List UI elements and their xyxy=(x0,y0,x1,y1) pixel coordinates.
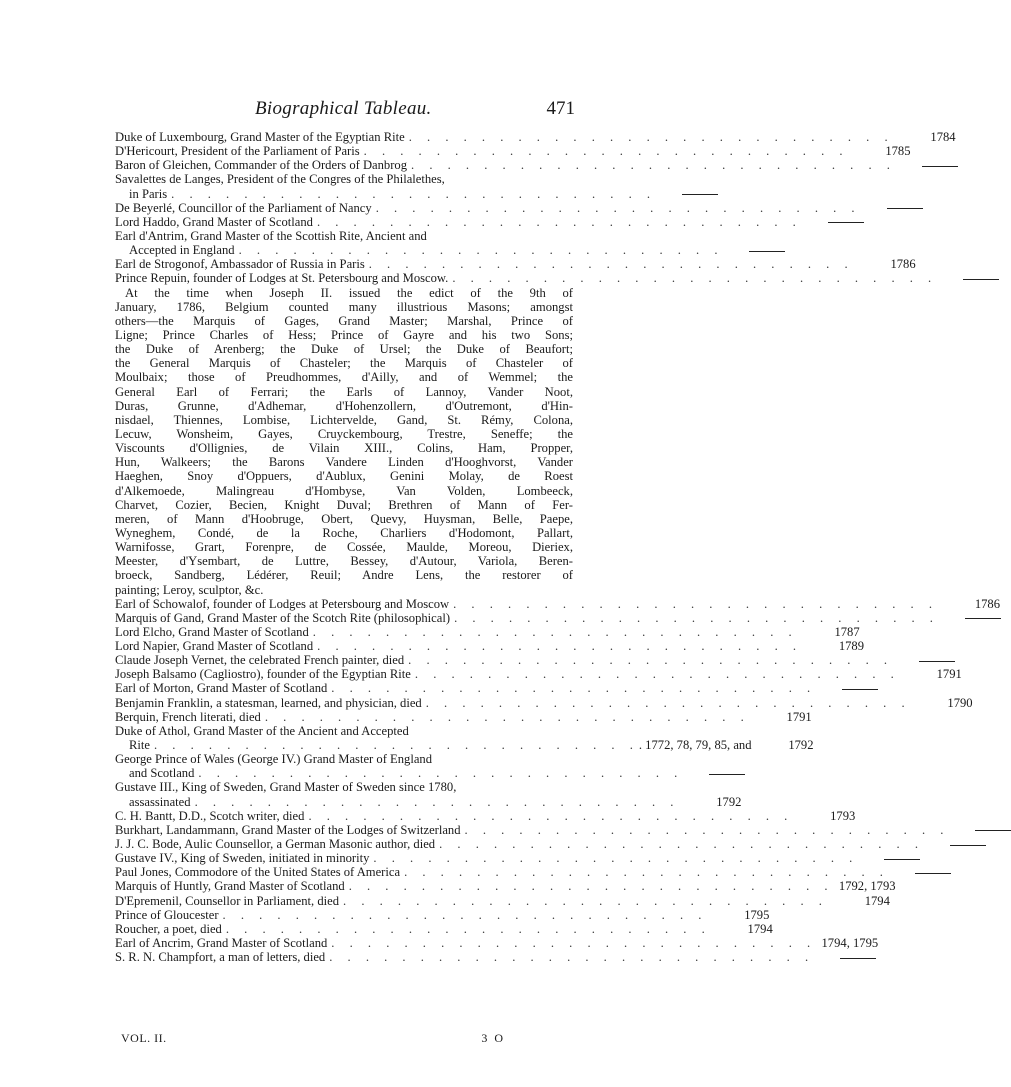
entry-text: Savalettes de Langes, President of the Congres of the Philalethes, xyxy=(115,172,445,187)
entry-item xyxy=(115,950,815,965)
leader-dots: . . . . . . . . . . . . . . . . . . . . . . . . . . . xyxy=(316,214,802,229)
entry-item xyxy=(115,865,889,880)
paragraph-line: Haeghen, Snoy d'Oppuers, d'Aublux, Genini Molay, de Roest xyxy=(115,469,573,484)
leader-dots: . . . . . . . . . . . . . . . . . . . . . . . . . . . xyxy=(329,950,815,965)
entry-line xyxy=(115,624,860,639)
entry-year: 1784 xyxy=(930,130,956,144)
entry-text: Earl de Strogonof, Ambassador of Russia in Paris xyxy=(115,257,365,272)
entry-line xyxy=(115,257,916,272)
entry-item xyxy=(115,158,896,173)
entry-text: Lord Haddo, Grand Master of Scotland xyxy=(115,214,313,229)
leader-dots: . . . . . . . . . . . . . . . . . . . . . . . . . . . xyxy=(264,709,750,724)
entry-text: and Scotland xyxy=(129,766,195,781)
entry-line xyxy=(115,186,657,201)
entry-year-dash xyxy=(887,208,923,209)
entry-text: Duke of Athol, Grand Master of the Ancient and Accepted xyxy=(115,723,409,738)
entry-text: Benjamin Franklin, a statesman, learned, and physician, died xyxy=(115,695,422,710)
entry-item xyxy=(115,624,860,639)
entry-year: 1794 xyxy=(864,893,890,908)
entry-line xyxy=(115,653,894,668)
entry-text: George Prince of Wales (George IV.) Grand Master of England xyxy=(115,752,433,767)
leader-dots: . . . . . . . . . . . . . . . . . . . . . . . . . . . xyxy=(198,766,684,781)
entry-year-dash xyxy=(828,222,864,223)
page-body xyxy=(115,130,1000,965)
entry-year-dash xyxy=(749,251,785,252)
entry-year: 1785 xyxy=(885,144,911,159)
entry-year-dash xyxy=(922,166,958,167)
entry-item xyxy=(115,752,684,781)
entry-text: Lord Elcho, Grand Master of Scotland xyxy=(115,624,309,639)
entry-item xyxy=(115,130,956,144)
leader-dots: . . . . . . . . . . . . . . . . . . . . . . . . . . . xyxy=(368,257,854,272)
entry-line xyxy=(115,695,973,710)
entry-year: 1786 xyxy=(974,596,1000,611)
paragraph-line: Duras, Grunne, d'Adhemar, d'Hohenzollern, d'Outremont, d'Hin- xyxy=(115,398,573,413)
entry-year: 1787 xyxy=(834,624,860,639)
entry-item xyxy=(115,144,911,159)
entry-line xyxy=(115,865,889,880)
entry-line xyxy=(115,808,856,823)
entry-year: 1794 xyxy=(747,921,773,936)
leader-dots: . . . . . . . . . . . . . . . . . . . . . . . . . . . xyxy=(317,639,803,654)
entry-item xyxy=(115,695,973,710)
leader-dots: . . . . . . . . . . . . . . . . . . . . . . . . . . . xyxy=(238,243,724,258)
paragraph-line: General Earl of Ferrari; the Earls of Lannoy, Vander Noot, xyxy=(115,384,573,399)
entry-text: Earl of Schowalof, founder of Lodges at Petersbourg and Moscow xyxy=(115,596,450,611)
leader-dots: . . . . . . . . . . . . . . . . . . . . . . . . . . . xyxy=(414,667,900,682)
entry-item xyxy=(115,851,859,866)
entry-year-dash xyxy=(682,194,718,195)
entry-item xyxy=(115,639,865,654)
paragraph-line: At the time when Joseph II. issued the edict of the 9th of xyxy=(125,285,573,300)
leader-dots: . . . . . . . . . . . . . . . . . . . . . . . . . . . xyxy=(154,738,639,753)
leader-dots: . . . . . . . . . . . . . . . . . . . . . . . . . . . xyxy=(404,865,889,880)
entry-year-dash xyxy=(963,279,999,280)
paragraph-line: Hun, Walkeers; the Barons Vandere Linden d'Hooghvorst, Vander xyxy=(115,455,573,470)
entry-year-dash xyxy=(950,845,986,846)
entry-year-dash xyxy=(919,661,955,662)
entry-year: 1791 xyxy=(786,709,812,724)
entry-text: S. R. N. Champfort, a man of letters, died xyxy=(115,950,326,965)
entry-year: 1789 xyxy=(838,639,865,654)
leader-dots: . . . . . . . . . . . . . . . . . . . . . . . . . . . xyxy=(363,144,849,159)
entry-line xyxy=(115,950,815,965)
entry-line xyxy=(115,144,911,159)
leader-dots: . . . . . . . . . . . . . . . . . . . . . . . . . . . xyxy=(373,851,859,866)
entry-text: Gustave III., King of Sweden, Grand Master of Sweden since 1780, xyxy=(115,780,457,795)
entry-line xyxy=(115,724,573,738)
paragraph-line: nisdael, Thiennes, Lombise, Lichtervelde, Gand, St. Rémy, Colona, xyxy=(115,412,573,427)
leader-dots: . . . . . . . . . . . . . . . . . . . . . . . . . . . xyxy=(452,271,938,286)
entry-item xyxy=(115,936,879,951)
entry-line xyxy=(115,893,890,908)
entry-item xyxy=(115,596,1000,611)
entry-text: Berquin, French literati, died xyxy=(115,709,261,724)
entry-line xyxy=(115,907,770,922)
entry-line xyxy=(115,639,865,654)
entry-year: 1786 xyxy=(890,257,916,272)
entry-text: assassinated xyxy=(129,794,191,809)
entry-item xyxy=(115,228,724,258)
leader-dots: . . . . . . . . . . . . . . . . . . . . . . . . . . . xyxy=(225,921,711,936)
entry-item xyxy=(115,837,924,852)
entry-year: 1795 xyxy=(744,907,770,922)
entry-list-bottom xyxy=(115,596,1000,965)
entry-year: 1791 xyxy=(936,667,962,682)
entry-line xyxy=(115,158,896,173)
leader-dots: . . . . . . . . . . . . . . . . . . . . . . . . . . . xyxy=(312,624,798,639)
entry-text: Joseph Balsamo (Cagliostro), founder of the Egyptian Rite xyxy=(115,667,411,682)
entry-line xyxy=(115,851,859,866)
entry-item xyxy=(115,172,657,201)
entry-item xyxy=(115,610,939,625)
paragraph-line: Lecuw, Wonsheim, Gayes, Cruyckembourg, Trestre, Seneffe; the xyxy=(115,426,573,441)
leader-dots: . . . . . . . . . . . . . . . . . . . . . . . . . . . xyxy=(331,681,817,696)
paragraph-line: Ligne; Prince Charles of Hess; Prince of Gayre and his two Sons; xyxy=(115,327,573,342)
entry-item xyxy=(115,907,770,922)
entry-line xyxy=(115,936,879,951)
entry-dates: . 1772, 78, 79, 85, and xyxy=(638,738,752,753)
entry-item xyxy=(115,780,742,809)
entry-text: Duke of Luxembourg, Grand Master of the Egyptian Rite xyxy=(115,130,405,144)
leader-dots: . . . . . . . . . . . . . . . . . . . . . . . . . . . xyxy=(348,879,834,894)
leader-dots: . . . . . . . . . . . . . . . . . . . . . . . . . . . xyxy=(464,822,950,837)
entry-line xyxy=(115,229,573,243)
paragraph-line: Wyneghem, Condé, de la Roche, Charliers d'Hodomont, Pallart, xyxy=(115,525,573,540)
entry-line xyxy=(115,271,938,286)
leader-dots: . . . . . . . . . . . . . . . . . . . . . . . . . . . xyxy=(454,610,939,625)
leader-dots: . . . . . . . . . . . . . . . . . . . . . . . . . . . xyxy=(331,936,817,951)
entry-item xyxy=(115,214,802,229)
entry-line xyxy=(115,780,573,794)
entry-line xyxy=(115,610,939,625)
entry-line xyxy=(115,130,956,144)
entry-year-dash xyxy=(840,958,876,959)
entry-year-dash xyxy=(975,830,1011,831)
paragraph-line: January, 1786, Belgium counted many illustrious Masons; amongst xyxy=(115,299,573,314)
entry-item xyxy=(115,709,812,724)
leader-dots: . . . . . . . . . . . . . . . . . . . . . . . . . . . xyxy=(408,130,894,144)
entry-line xyxy=(115,837,924,852)
paragraph-line: painting; Leroy, sculptor, &c. xyxy=(115,582,264,597)
entry-item xyxy=(115,271,938,286)
entry-year: 1792 xyxy=(716,794,742,809)
running-title: Biographical Tableau. xyxy=(255,98,432,119)
entry-year-dash xyxy=(915,873,951,874)
entry-text: Prince Repuin, founder of Lodges at St. Petersbourg and Moscow. xyxy=(115,271,449,286)
entry-text: Claude Joseph Vernet, the celebrated French painter, died xyxy=(115,653,405,668)
entry-text: Burkhart, Landammann, Grand Master of the Lodges of Switzerland xyxy=(115,822,461,837)
entry-text: Marquis of Huntly, Grand Master of Scotland xyxy=(115,879,345,894)
paragraph-line: Viscounts d'Ollignies, de Vilain XIII., Colins, Ham, Propper, xyxy=(115,441,573,456)
entry-text: Earl of Morton, Grand Master of Scotland xyxy=(115,681,328,696)
entry-line xyxy=(115,752,573,766)
paragraph-line: Moulbaix; those of Preudhommes, d'Ailly, and of Wemmel; the xyxy=(115,370,573,385)
entry-item xyxy=(115,200,861,215)
entry-year: 1790 xyxy=(947,695,973,710)
leader-dots: . . . . . . . . . . . . . . . . . . . . . . . . . . . xyxy=(411,158,896,173)
entry-line xyxy=(115,214,802,229)
entry-item xyxy=(115,921,773,936)
entry-text: Accepted in England xyxy=(129,243,235,258)
page-number: 471 xyxy=(546,98,575,119)
entry-text: Roucher, a poet, died xyxy=(115,921,222,936)
entry-text: Paul Jones, Commodore of the United States of America xyxy=(115,865,401,880)
entry-item xyxy=(115,808,856,823)
paragraph-line: meren, of Mann d'Hoobruge, Obert, Quevy, Huysman, Belle, Paepe, xyxy=(115,511,573,526)
leader-dots: . . . . . . . . . . . . . . . . . . . . . . . . . . . xyxy=(425,695,911,710)
entry-text: Earl of Ancrim, Grand Master of Scotland xyxy=(115,936,328,951)
entry-line xyxy=(115,709,812,724)
entry-item xyxy=(115,257,916,272)
entry-item xyxy=(115,822,950,837)
paragraph-line: the General Marquis of Chasteler; the Marquis of Chasteler of xyxy=(115,356,573,371)
entry-line xyxy=(115,667,962,682)
entry-text: Lord Napier, Grand Master of Scotland xyxy=(115,639,314,654)
leader-dots: . . . . . . . . . . . . . . . . . . . . . . . . . . . xyxy=(308,808,794,823)
entry-text: Baron of Gleichen, Commander of the Orders of Danbrog xyxy=(115,158,408,173)
entry-text: Gustave IV., King of Sweden, initiated in minority xyxy=(115,851,370,866)
paragraph-line: Meester, d'Ysembart, de Luttre, Bessey, d'Autour, Variola, Beren- xyxy=(115,554,573,569)
entry-line xyxy=(115,921,773,936)
entry-item xyxy=(115,681,817,696)
entry-year: 1793 xyxy=(830,808,856,823)
leader-dots: . . . . . . . . . . . . . . . . . . . . . . . . . . . xyxy=(343,893,828,908)
paragraph-line: others—the Marquis of Gages, Grand Master; Marshal, Prince of xyxy=(115,313,573,328)
leader-dots: . . . . . . . . . . . . . . . . . . . . . . . . . . . xyxy=(222,907,708,922)
paragraph-line: Warnifosse, Grart, Forenpre, de Cossée, Maulde, Moreou, Dieriex, xyxy=(115,540,573,555)
entry-line xyxy=(115,243,724,258)
entry-year: 1792, 1793 xyxy=(838,879,896,894)
entry-item xyxy=(115,653,894,668)
paragraph-line: Charvet, Cozier, Becien, Knight Duval; Brethren of Mann of Fer- xyxy=(115,497,573,512)
entry-line xyxy=(115,200,861,215)
leader-dots: . . . . . . . . . . . . . . . . . . . . . . . . . . . xyxy=(171,186,657,201)
leader-dots: . . . . . . . . . . . . . . . . . . . . . . . . . . . xyxy=(194,794,680,809)
leader-dots: . . . . . . . . . . . . . . . . . . . . . . . . . . . xyxy=(408,653,894,668)
entry-line xyxy=(115,738,814,753)
entry-item xyxy=(115,723,814,753)
signature-mark: 3 O xyxy=(481,1031,505,1045)
entry-text: D'Hericourt, President of the Parliament of Paris xyxy=(115,144,360,159)
entry-year: 1794, 1795 xyxy=(821,936,879,951)
entry-text: C. H. Bantt, D.D., Scotch writer, died xyxy=(115,808,305,823)
entry-item xyxy=(115,879,896,894)
leader-dots: . . . . . . . . . . . . . . . . . . . . . . . . . . . xyxy=(375,200,861,215)
entry-line xyxy=(115,766,684,781)
entry-year-dash xyxy=(965,618,1001,619)
leader-dots: . . . . . . . . . . . . . . . . . . . . . . . . . . . xyxy=(439,837,924,852)
entry-text: D'Epremenil, Counsellor in Parliament, died xyxy=(115,893,340,908)
entry-year-dash xyxy=(884,859,920,860)
entry-line xyxy=(115,172,573,186)
entry-year-dash xyxy=(842,689,878,690)
entry-text: Marquis of Gand, Grand Master of the Scotch Rite (philosophical) xyxy=(115,610,451,625)
entry-text: Prince of Gloucester xyxy=(115,907,219,922)
leader-dots: . . . . . . . . . . . . . . . . . . . . . . . . . . . xyxy=(453,596,938,611)
entry-item xyxy=(115,893,890,908)
belgian-masons-paragraph xyxy=(115,286,573,597)
page-header xyxy=(115,98,575,122)
entry-text: Rite xyxy=(129,738,150,753)
entry-list-top xyxy=(115,130,956,286)
paragraph-line: broeck, Sandberg, Lédérer, Reuil; Andre Lens, the restorer of xyxy=(115,568,573,583)
entry-text: in Paris xyxy=(129,186,168,201)
entry-year-dash xyxy=(709,774,745,775)
entry-line xyxy=(115,596,1000,611)
entry-line xyxy=(115,822,950,837)
entry-text: J. J. C. Bode, Aulic Counsellor, a German Masonic author, died xyxy=(115,837,436,852)
entry-line xyxy=(115,879,896,894)
entry-item xyxy=(115,667,962,682)
entry-text: De Beyerlé, Councillor of the Parliament of Nancy xyxy=(115,200,372,215)
entry-year: 1792 xyxy=(788,738,814,753)
paragraph-line: the Duke of Arenberg; the Duke of Ursel; the Duke of Beaufort; xyxy=(115,342,573,357)
entry-line xyxy=(115,681,817,696)
volume-marker: VOL. II. xyxy=(121,1031,167,1045)
entry-line xyxy=(115,794,742,809)
entry-text: Earl d'Antrim, Grand Master of the Scottish Rite, Ancient and xyxy=(115,228,427,243)
paragraph-line: d'Alkemoede, Malingreau d'Hombyse, Van Volden, Lombeeck, xyxy=(115,483,573,498)
